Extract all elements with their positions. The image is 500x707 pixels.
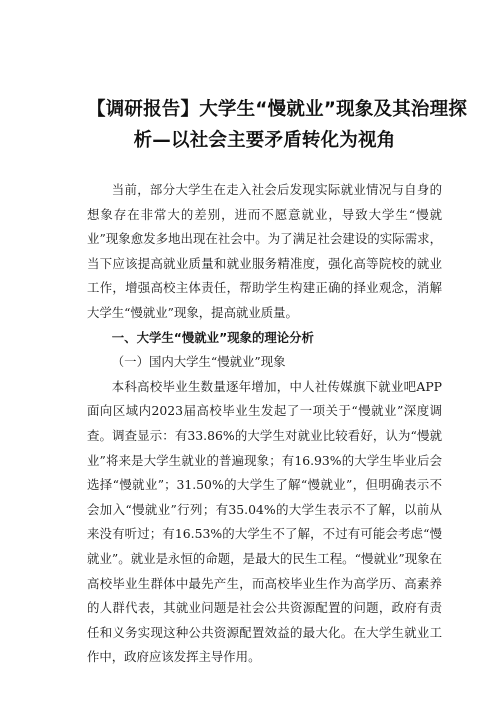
section-heading-1: 一、大学生“慢就业”现象的理论分析 — [111, 329, 314, 345]
document-title — [87, 94, 468, 156]
intro-paragraph: 当前，部分大学生在走入社会后发现实际就业情况与自身的想象存在非常大的差别，进而不愿意就业，导致大学生“慢就业”现象愈发多地出现在社会中。为了满足社会建设的实际需求，当下应该提高就业质量和就业服务精准度，强化高等院校的就业工作，增强高校主体责任，帮助学生构建正确的择业观念，消解大学生“慢就业”现象，提高就业质量。 — [87, 182, 442, 320]
title-line-1: 【调研报告】大学生“慢就业”现象及其治理探 — [87, 99, 468, 120]
section1-paragraph: 本科高校毕业生数量逐年增加，中人社传媒旗下就业吧APP面向区域内2023届高校毕业生发起了一项关于“慢就业”深度调查。调查显示：有33.86%的大学生对就业比较看好，认为“慢就业”将来是大学生就业的普遍现象；有16.93%的大学生毕业后会选择“慢就业”；31.50%的大学生了解“慢就业”，但明确表示不会加入“慢就业”行列；有35.04%的大学生表示不了解，以前从来没有听过；有16.53%的大学生不了解，不过有可能会考虑“慢就业”。就业是永恒的命题，是最大的民生工程。“慢就业”现象在高校毕业生群体中最先产生，而高校毕业生作为高学历、高素养的人群代表，其就业问题是社会公共资源配置的问题，政府有责任和义务实现这种公共资源配置效益的最大化。在大学生就业工作中，政府应该发挥主导作用。 — [87, 378, 442, 665]
document-body — [87, 178, 442, 670]
title-line-2: 析—以社会主要矛盾转化为视角 — [133, 130, 396, 151]
subsection-heading-1: （一）国内大学生“慢就业”现象 — [111, 354, 286, 370]
